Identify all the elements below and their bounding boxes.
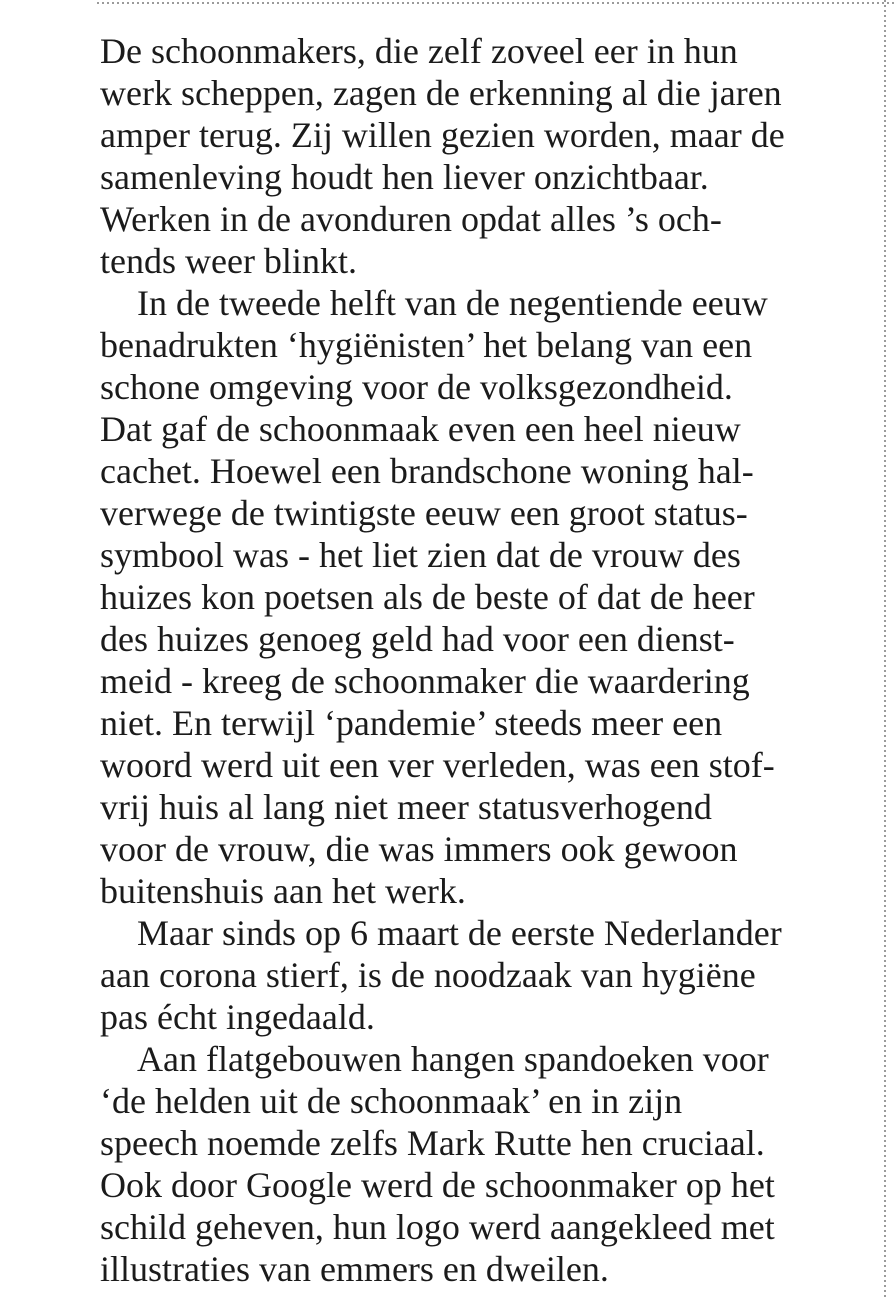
text-line: niet. En terwijl ‘pandemie’ steeds meer een [100,703,723,743]
text-line: voor de vrouw, die was immers ook gewoon [100,829,738,869]
paragraph [100,1038,862,1290]
text-line: aan corona stierf, is de noodzaak van hygiëne [100,955,756,995]
text-line: In de tweede helft van de negentiende eeuw [137,283,768,323]
text-line: schild geheven, hun logo werd aangekleed met [100,1207,775,1247]
text-line: benadrukten ‘hygiënisten’ het belang van een [100,325,753,365]
text-line: pas écht ingedaald. [100,997,375,1037]
text-line: schone omgeving voor de volksgezondheid. [100,367,733,407]
text-line: woord werd uit een ver verleden, was een stof- [100,745,775,785]
text-line: ‘de helden uit de schoonmaak’ en in zijn [100,1081,683,1121]
text-line: meid - kreeg de schoonmaker die waardering [100,661,750,701]
text-line: verwege de twintigste eeuw een groot status- [100,493,748,533]
text-line: amper terug. Zij willen gezien worden, maar de [100,115,785,155]
text-line: Ook door Google werd de schoonmaker op het [100,1165,775,1205]
article-body [100,30,862,1290]
text-line: Maar sinds op 6 maart de eerste Nederlander [137,913,782,953]
text-line: huizes kon poetsen als de beste of dat de heer [100,577,755,617]
text-line: speech noemde zelfs Mark Rutte hen cruciaal. [100,1123,765,1163]
top-dotted-rule [97,2,896,4]
text-line: tends weer blinkt. [100,241,357,281]
text-line: vrij huis al lang niet meer statusverhogend [100,787,712,827]
text-line: illustraties van emmers en dweilen. [100,1249,609,1289]
text-line: De schoonmakers, die zelf zoveel eer in hun [100,31,738,71]
paragraph [100,30,862,282]
text-line: samenleving houdt hen liever onzichtbaar. [100,157,709,197]
text-line: werk scheppen, zagen de erkenning al die jaren [100,73,782,113]
text-line: buitenshuis aan het werk. [100,871,466,911]
text-line: Aan flatgebouwen hangen spandoeken voor [137,1039,769,1079]
text-line: Dat gaf de schoonmaak even een heel nieuw [100,409,741,449]
paragraph [100,282,862,912]
right-dotted-rule [884,0,886,1297]
text-line: des huizes genoeg geld had voor een dienst- [100,619,735,659]
paragraph [100,912,862,1038]
text-line: symbool was - het liet zien dat de vrouw des [100,535,741,575]
text-line: cachet. Hoewel een brandschone woning hal- [100,451,754,491]
text-line: Werken in de avonduren opdat alles ’s och- [100,199,722,239]
